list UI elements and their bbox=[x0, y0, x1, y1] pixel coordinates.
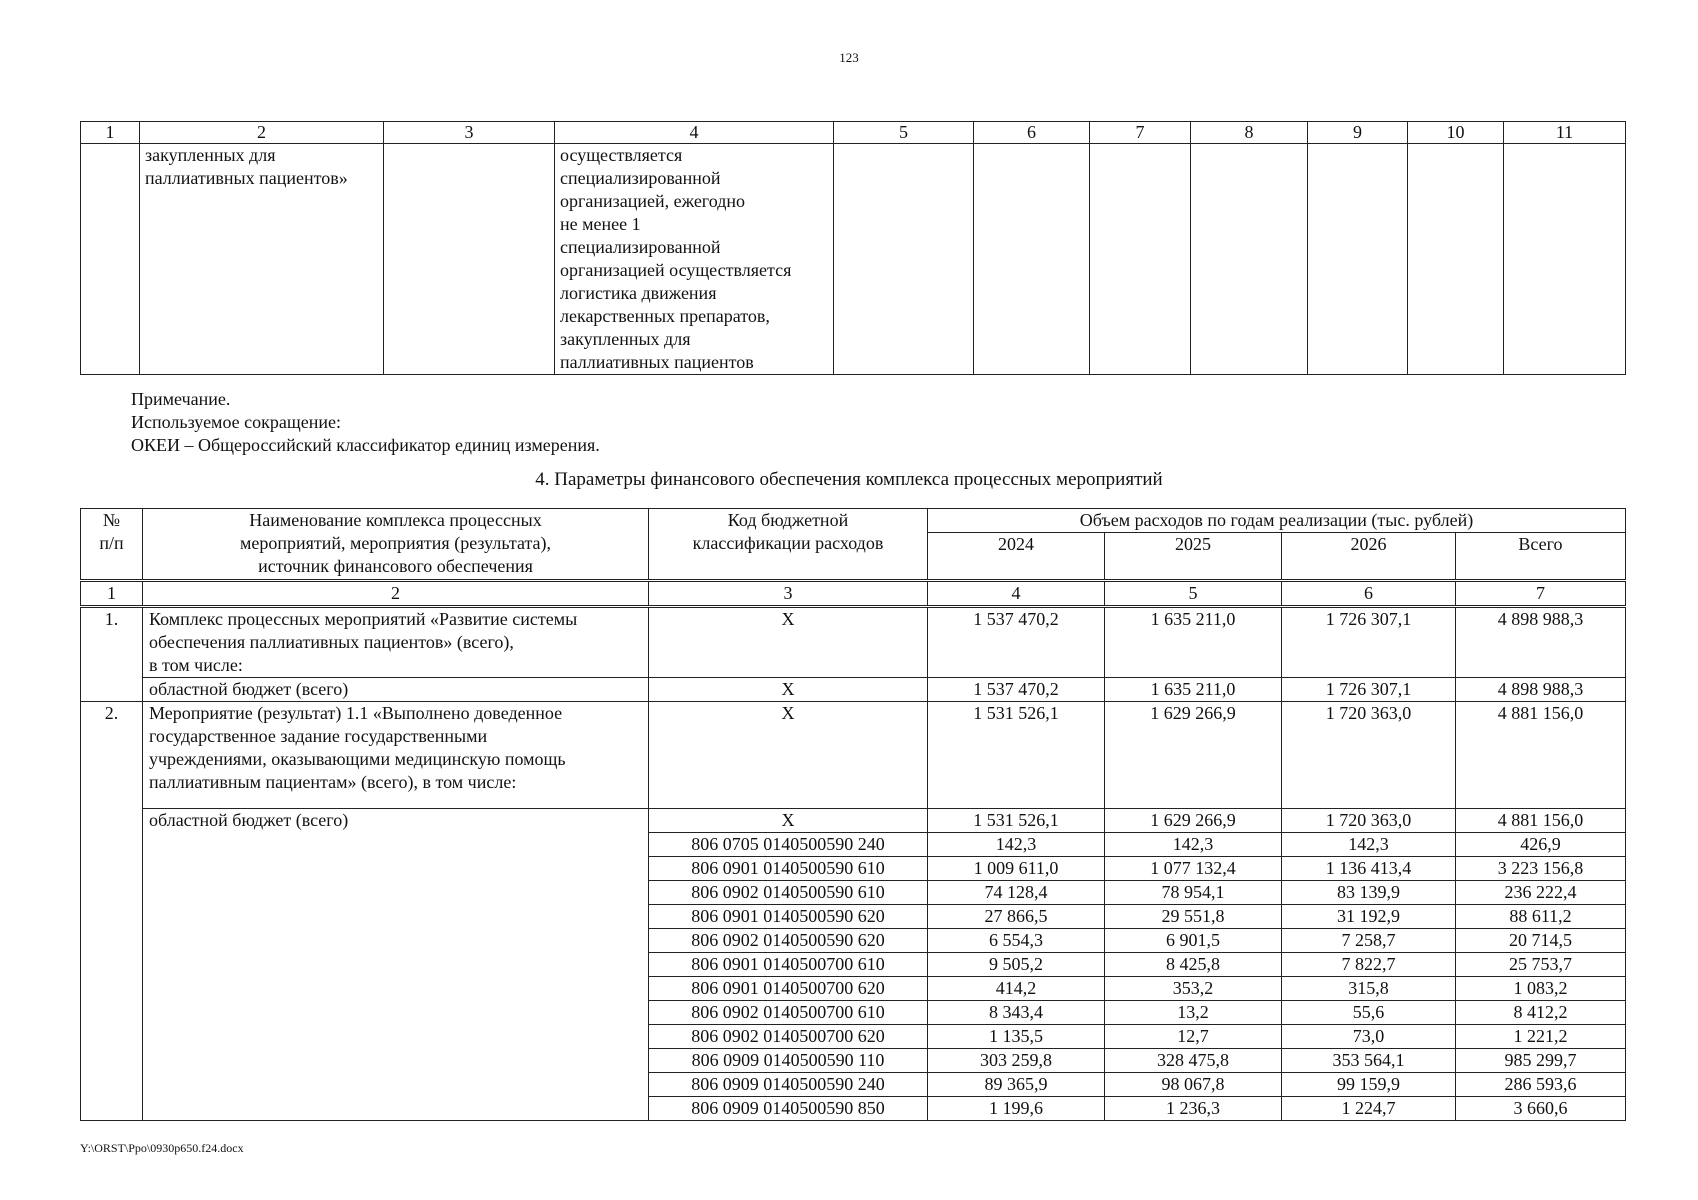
budget-code: Х bbox=[649, 607, 928, 678]
section1-number: 1. bbox=[81, 607, 143, 702]
budget-code: 806 0901 0140500700 610 bbox=[649, 953, 928, 977]
table1-col-number: 3 bbox=[384, 122, 555, 144]
column-number: 6 bbox=[1282, 581, 1456, 607]
value-2026: 31 192,9 bbox=[1282, 905, 1456, 929]
text-line: источник финансового обеспечения bbox=[258, 556, 533, 576]
continuation-table bbox=[80, 121, 1626, 375]
text-line: лекарственных препаратов, bbox=[560, 306, 770, 326]
text-line: мероприятий, мероприятия (результата), bbox=[239, 533, 552, 553]
table1-cell bbox=[1191, 144, 1308, 375]
value-total: 1 221,2 bbox=[1456, 1025, 1626, 1049]
value-2025: 98 067,8 bbox=[1105, 1073, 1282, 1097]
value-2024: 89 365,9 bbox=[928, 1073, 1105, 1097]
header-year: 2026 bbox=[1282, 533, 1456, 581]
value-total: 985 299,7 bbox=[1456, 1049, 1626, 1073]
value-total: 8 412,2 bbox=[1456, 1001, 1626, 1025]
column-number: 2 bbox=[143, 581, 649, 607]
value-total: 4 898 988,3 bbox=[1456, 678, 1626, 702]
value-2026: 142,3 bbox=[1282, 833, 1456, 857]
text-line: не менее 1 bbox=[560, 214, 641, 234]
value-2025: 1 077 132,4 bbox=[1105, 857, 1282, 881]
table1-col-number: 4 bbox=[555, 122, 834, 144]
value-total: 3 660,6 bbox=[1456, 1097, 1626, 1121]
value-2024: 9 505,2 bbox=[928, 953, 1105, 977]
value-total: 286 593,6 bbox=[1456, 1073, 1626, 1097]
header-total: Всего bbox=[1456, 533, 1626, 581]
text-line: учреждениями, оказывающими медицинскую помощь bbox=[149, 749, 566, 769]
value-2025: 78 954,1 bbox=[1105, 881, 1282, 905]
budget-code: 806 0901 0140500590 610 bbox=[649, 857, 928, 881]
header-year: 2025 bbox=[1105, 533, 1282, 581]
value-2024: 1 009 611,0 bbox=[928, 857, 1105, 881]
text-line: организацией осуществляется bbox=[560, 260, 792, 280]
column-number: 1 bbox=[81, 581, 143, 607]
text-line: организацией, ежегодно bbox=[560, 191, 746, 211]
header-volume: Объем расходов по годам реализации (тыс. рублей) bbox=[928, 509, 1626, 533]
budget-code: 806 0909 0140500590 850 bbox=[649, 1097, 928, 1121]
value-2026: 7 258,7 bbox=[1282, 929, 1456, 953]
funding-source-label: областной бюджет (всего) bbox=[143, 678, 649, 702]
value-2026: 55,6 bbox=[1282, 1001, 1456, 1025]
value-2026: 73,0 bbox=[1282, 1025, 1456, 1049]
value-2025: 353,2 bbox=[1105, 977, 1282, 1001]
value-total: 25 753,7 bbox=[1456, 953, 1626, 977]
value-2024: 414,2 bbox=[928, 977, 1105, 1001]
note-abbreviation: ОКЕИ – Общероссийский классификатор единиц измерения. bbox=[131, 435, 600, 455]
table1-cell bbox=[1504, 144, 1626, 375]
value-total: 20 714,5 bbox=[1456, 929, 1626, 953]
value-total: 4 898 988,3 bbox=[1456, 607, 1626, 678]
table1-cell-description bbox=[555, 144, 834, 375]
header-code bbox=[649, 509, 928, 581]
value-2026: 1 720 363,0 bbox=[1282, 809, 1456, 833]
value-2026: 99 159,9 bbox=[1282, 1073, 1456, 1097]
text-line: закупленных для bbox=[145, 145, 276, 165]
value-2025: 12,7 bbox=[1105, 1025, 1282, 1049]
text-line: логистика движения bbox=[560, 283, 717, 303]
section1-subrow bbox=[81, 678, 1626, 702]
table1-col-number: 8 bbox=[1191, 122, 1308, 144]
value-2025: 1 635 211,0 bbox=[1105, 607, 1282, 678]
table1-cell bbox=[1090, 144, 1191, 375]
table1-col-number: 5 bbox=[834, 122, 974, 144]
table1-body-row bbox=[81, 144, 1626, 375]
budget-code: 806 0909 0140500590 110 bbox=[649, 1049, 928, 1073]
value-2026: 83 139,9 bbox=[1282, 881, 1456, 905]
table1-col-number: 1 bbox=[81, 122, 140, 144]
text-line: паллиативных пациентов» bbox=[145, 168, 348, 188]
table1-cell bbox=[1408, 144, 1504, 375]
value-2024: 6 554,3 bbox=[928, 929, 1105, 953]
value-2025: 1 629 266,9 bbox=[1105, 809, 1282, 833]
budget-code: 806 0902 0140500700 610 bbox=[649, 1001, 928, 1025]
value-2025: 8 425,8 bbox=[1105, 953, 1282, 977]
value-total: 3 223 156,8 bbox=[1456, 857, 1626, 881]
header-year: 2024 bbox=[928, 533, 1105, 581]
value-total: 4 881 156,0 bbox=[1456, 702, 1626, 809]
section2-subrow bbox=[81, 809, 1626, 833]
value-2025: 1 635 211,0 bbox=[1105, 678, 1282, 702]
value-total: 236 222,4 bbox=[1456, 881, 1626, 905]
value-2024: 74 128,4 bbox=[928, 881, 1105, 905]
column-number: 5 bbox=[1105, 581, 1282, 607]
budget-code: Х bbox=[649, 678, 928, 702]
value-2026: 7 822,7 bbox=[1282, 953, 1456, 977]
text-line: государственное задание государственными bbox=[149, 726, 488, 746]
table1-header-row bbox=[81, 122, 1626, 144]
value-2024: 1 531 526,1 bbox=[928, 702, 1105, 809]
value-2025: 6 901,5 bbox=[1105, 929, 1282, 953]
value-2024: 1 135,5 bbox=[928, 1025, 1105, 1049]
table1-col-number: 6 bbox=[974, 122, 1090, 144]
funding-source-label: областной бюджет (всего) bbox=[143, 809, 649, 1121]
section2-title bbox=[143, 702, 649, 809]
budget-code: Х bbox=[649, 809, 928, 833]
table1-col-number: 7 bbox=[1090, 122, 1191, 144]
text-line: закупленных для bbox=[560, 329, 691, 349]
value-2026: 1 720 363,0 bbox=[1282, 702, 1456, 809]
value-2024: 142,3 bbox=[928, 833, 1105, 857]
header-name bbox=[143, 509, 649, 581]
text-line: Комплекс процессных мероприятий «Развитие системы bbox=[149, 609, 578, 629]
value-2026: 315,8 bbox=[1282, 977, 1456, 1001]
budget-code: 806 0705 0140500590 240 bbox=[649, 833, 928, 857]
section2-number: 2. bbox=[81, 702, 143, 1121]
value-2026: 1 136 413,4 bbox=[1282, 857, 1456, 881]
text-line: в том числе: bbox=[149, 655, 243, 675]
table1-cell-name bbox=[140, 144, 384, 375]
column-number: 3 bbox=[649, 581, 928, 607]
section1-row bbox=[81, 607, 1626, 678]
text-line: п/п bbox=[99, 533, 124, 553]
value-2025: 1 236,3 bbox=[1105, 1097, 1282, 1121]
table1-cell bbox=[1308, 144, 1408, 375]
text-line: осуществляется bbox=[560, 145, 683, 165]
value-2025: 29 551,8 bbox=[1105, 905, 1282, 929]
table1-cell bbox=[81, 144, 140, 375]
section2-row bbox=[81, 702, 1626, 809]
value-total: 88 611,2 bbox=[1456, 905, 1626, 929]
text-line: Мероприятие (результат) 1.1 «Выполнено доведенное bbox=[149, 703, 563, 723]
value-2025: 13,2 bbox=[1105, 1001, 1282, 1025]
value-2024: 1 531 526,1 bbox=[928, 809, 1105, 833]
value-2026: 1 726 307,1 bbox=[1282, 678, 1456, 702]
budget-code: 806 0902 0140500590 610 bbox=[649, 881, 928, 905]
financing-table bbox=[80, 508, 1626, 1121]
value-2024: 27 866,5 bbox=[928, 905, 1105, 929]
table1-col-number: 9 bbox=[1308, 122, 1408, 144]
text-line: Наименование комплекса процессных bbox=[249, 510, 542, 530]
table1-col-number: 2 bbox=[140, 122, 384, 144]
value-2025: 1 629 266,9 bbox=[1105, 702, 1282, 809]
text-line: специализированной bbox=[560, 237, 721, 257]
table1-cell bbox=[834, 144, 974, 375]
note-block bbox=[131, 388, 600, 457]
note-title: Примечание. bbox=[131, 389, 231, 409]
table1-cell bbox=[974, 144, 1090, 375]
table1-col-number: 10 bbox=[1408, 122, 1504, 144]
file-path-footer: Y:\ORST\Ppo\0930p650.f24.docx bbox=[80, 1141, 244, 1155]
value-2024: 8 343,4 bbox=[928, 1001, 1105, 1025]
text-line: паллиативных пациентов bbox=[560, 352, 754, 372]
value-2024: 303 259,8 bbox=[928, 1049, 1105, 1073]
budget-code: Х bbox=[649, 702, 928, 809]
table2-header-row bbox=[81, 509, 1626, 533]
text-line: специализированной bbox=[560, 168, 721, 188]
budget-code: 806 0909 0140500590 240 bbox=[649, 1073, 928, 1097]
page-number: 123 bbox=[839, 50, 859, 65]
value-total: 1 083,2 bbox=[1456, 977, 1626, 1001]
budget-code: 806 0901 0140500590 620 bbox=[649, 905, 928, 929]
text-line: Код бюджетной bbox=[727, 510, 849, 530]
section1-title bbox=[143, 607, 649, 678]
value-2025: 328 475,8 bbox=[1105, 1049, 1282, 1073]
text-line: обеспечения паллиативных пациентов» (всего), bbox=[149, 632, 514, 652]
table2-colnum-row bbox=[81, 581, 1626, 607]
header-number bbox=[81, 509, 143, 581]
budget-code: 806 0901 0140500700 620 bbox=[649, 977, 928, 1001]
value-2026: 353 564,1 bbox=[1282, 1049, 1456, 1073]
column-number: 7 bbox=[1456, 581, 1626, 607]
note-abbreviation-heading: Используемое сокращение: bbox=[131, 412, 341, 432]
value-total: 426,9 bbox=[1456, 833, 1626, 857]
value-2024: 1 537 470,2 bbox=[928, 678, 1105, 702]
table1-col-number: 11 bbox=[1504, 122, 1626, 144]
value-2024: 1 199,6 bbox=[928, 1097, 1105, 1121]
table1-cell bbox=[384, 144, 555, 375]
budget-code: 806 0902 0140500700 620 bbox=[649, 1025, 928, 1049]
value-2026: 1 726 307,1 bbox=[1282, 607, 1456, 678]
text-line: классификации расходов bbox=[692, 533, 884, 553]
budget-code: 806 0902 0140500590 620 bbox=[649, 929, 928, 953]
text-line: паллиативным пациентам» (всего), в том числе: bbox=[149, 772, 517, 792]
value-total: 4 881 156,0 bbox=[1456, 809, 1626, 833]
value-2026: 1 224,7 bbox=[1282, 1097, 1456, 1121]
column-number: 4 bbox=[928, 581, 1105, 607]
value-2025: 142,3 bbox=[1105, 833, 1282, 857]
text-line: № bbox=[102, 510, 121, 530]
section-title: 4. Параметры финансового обеспечения комплекса процессных мероприятий bbox=[535, 469, 1163, 490]
value-2024: 1 537 470,2 bbox=[928, 607, 1105, 678]
